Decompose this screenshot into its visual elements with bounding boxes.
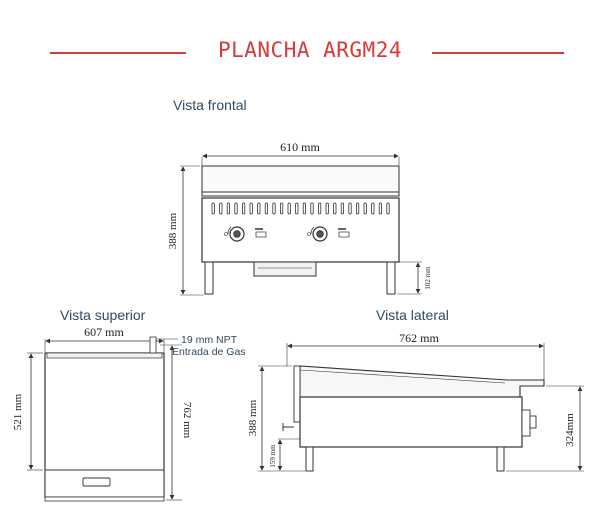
top-view-label: Vista superior <box>60 307 146 323</box>
side-leg-rear <box>306 447 313 471</box>
top-width-label: 607 mm <box>84 325 124 339</box>
front-leg-right <box>387 262 395 294</box>
side-knob <box>530 416 536 428</box>
front-height-label: 388 mm <box>167 212 179 250</box>
side-height-label: 388 mm <box>247 399 259 437</box>
side-leg-label: 159 mm <box>269 444 277 468</box>
front-leg-label: 102 mm <box>424 266 432 290</box>
front-grease-tray <box>254 262 316 276</box>
side-view <box>258 343 584 471</box>
top-gas-inlet <box>150 337 156 353</box>
gas-inlet-size: 19 mm NPT <box>181 334 238 346</box>
side-front-panel <box>522 410 530 436</box>
side-backsplash <box>294 366 300 422</box>
top-depth-label: 762 mm <box>181 401 193 439</box>
top-splash <box>47 353 162 358</box>
front-view <box>180 156 422 295</box>
side-view-label: Vista lateral <box>376 307 449 323</box>
top-height-label: 521 mm <box>12 393 24 431</box>
side-griddle-plate <box>300 366 544 397</box>
top-base-rail <box>45 497 164 501</box>
page-title: PLANCHA ARGM24 <box>217 38 402 62</box>
side-width-label: 762 mm <box>399 331 439 345</box>
side-gas-pipe <box>283 423 294 431</box>
front-width-label: 610 mm <box>280 140 320 154</box>
front-leg-left <box>205 262 213 294</box>
side-right-height-label: 324mm <box>564 413 576 447</box>
side-leg-front <box>497 447 504 471</box>
front-view-label: Vista frontal <box>173 97 247 113</box>
top-view <box>27 337 182 501</box>
top-tray-handle <box>83 478 110 486</box>
side-body <box>300 397 522 447</box>
gas-inlet-label: Entrada de Gas <box>172 346 246 358</box>
